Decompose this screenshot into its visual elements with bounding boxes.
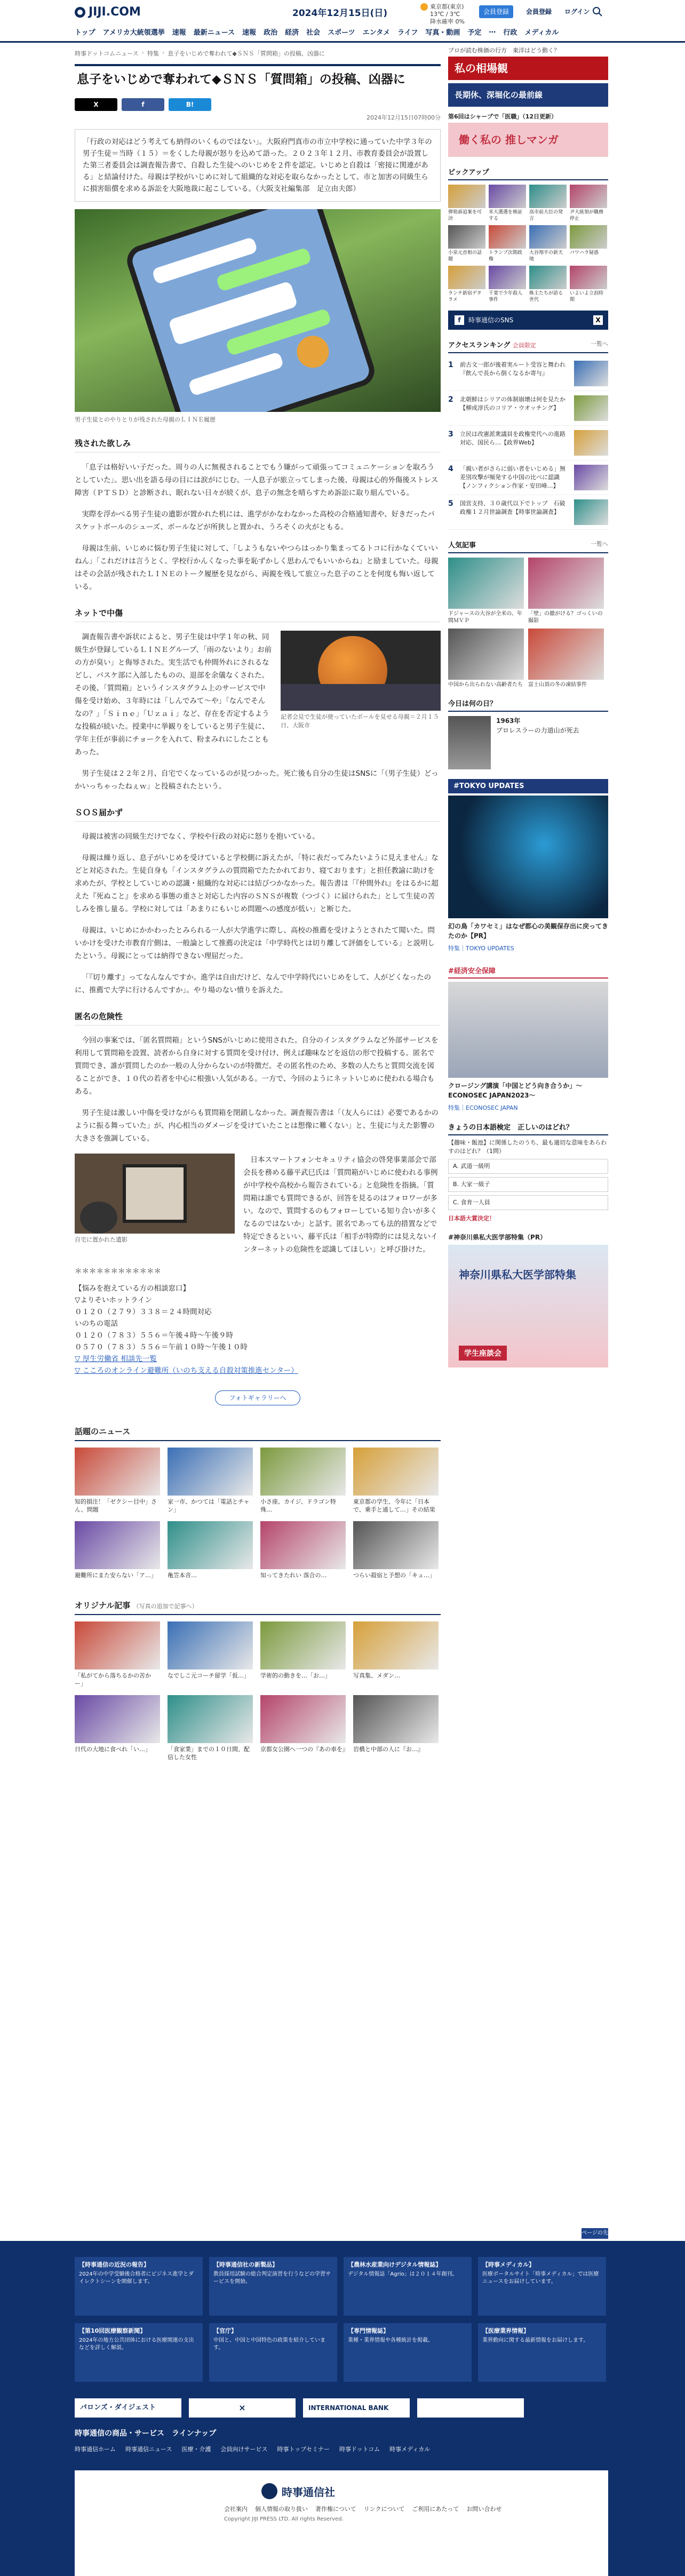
back-to-top-button[interactable]: ページの先 — [582, 2228, 608, 2239]
nav-item[interactable]: トップ — [75, 29, 95, 37]
news-card[interactable] — [75, 1695, 160, 1761]
econ-heading: #経済安全保障 — [448, 965, 608, 979]
card-title: 「食家業」までの１０日間、配信した女性 — [168, 1746, 250, 1761]
topics-heading: 話題のニュース — [75, 1426, 441, 1441]
figure-caption: 自宅に置かれた遺影 — [75, 1236, 128, 1243]
pickup-thumbnail — [489, 185, 526, 208]
news-card[interactable] — [260, 1448, 346, 1514]
original-grid — [75, 1621, 441, 1761]
card-title: 京都女公園へ一つの『あの車を』 — [260, 1746, 348, 1753]
ranking-list — [448, 356, 608, 530]
card-thumbnail — [353, 1521, 439, 1569]
sns-bar[interactable]: f 時事通信のSNS X — [448, 311, 608, 330]
nav-item[interactable]: ライフ — [397, 29, 418, 37]
global-nav — [75, 27, 559, 37]
card-thumbnail — [75, 1621, 160, 1669]
ranking-thumbnail — [574, 499, 608, 525]
news-card[interactable] — [168, 1695, 253, 1761]
paragraph: 実際を浮かべる男子生徒の遺影が置かれた机には、進学がかなわなかった高校の合格通知書や、好きだったバスケットボールのシューズ、ボールなどが所狭しと置かれ、うろそくの火がともる。 — [75, 510, 435, 531]
paragraph: 「息子は格好いい子だった。周りの人に無視されることでもう嫌がって頑張ってコミュニケーションを取ろうとしていた」。思い出を語る母の目には涙がにじむ。一人息子が旅立ってしまった後、母親は心的外傷後ストレス障害（ＰＴＳＤ）と診断され、眠れない日々が続くが、息子の無念を晴らすため訴訟に取り組んでいる。 — [75, 463, 439, 497]
manga-banner[interactable]: 働く私の 推しマンガ — [448, 123, 608, 157]
card-thumbnail — [75, 1521, 160, 1569]
nav-item[interactable]: 経済 — [285, 29, 299, 37]
figure-caption: 記者会見で生徒が使っていたボールを見せる母親＝２月１５日、大阪市 — [281, 713, 439, 729]
paragraph: 男子生徒は２２年２月、自宅でくなっているのが見つかった。死亡後も自分の生徒はSNSに「（男子生徒）どっかいっちゃったねぇｗ」と投稿されたという。 — [75, 769, 439, 791]
footer-lineup-heading: 時事通信の商品・サービス ラインナップ — [75, 2429, 217, 2438]
nav-item[interactable]: エンタメ — [362, 29, 391, 37]
news-card[interactable] — [75, 1521, 160, 1579]
card-title: 日代の大地に食べれ「い…」 — [75, 1746, 151, 1753]
footer-link[interactable]: 医療・介護 — [181, 2446, 211, 2453]
card-thumbnail — [260, 1695, 346, 1743]
pickup-item[interactable]: 米大選選を検証する — [489, 185, 526, 222]
photo-caption: 男子生徒とのやりとりが残された母親のＬＩＮＥ履歴 — [75, 416, 216, 423]
article-lead: 「行政の対応はどう考えても納得のいくものではない」。大阪府門真市の市立中学校に通っていた中学３年の男子生徒＝当時（１５）＝をくした母親が怒りを込めて語った。２０２３年１２月、市教育委員会が設置した第三者委員会は調査報告書で、自殺した生徒へのいじめを２件を認定。いじめと自殺は「密接に関連がある」と結論付けた。母親は学校がいじめに対して組織的な対応を取らなかったとして、市と加害の同級生らに損害賠償を求める訴訟を大阪地裁に起こしている。（大阪支社編集部 足立由夫郎） — [75, 129, 441, 202]
popular-more-link[interactable]: 一覧へ — [591, 540, 608, 547]
footer-link[interactable]: 時事ドットコム — [339, 2446, 380, 2453]
breadcrumb-item[interactable]: 時事ドットコムニュース — [75, 50, 139, 57]
card-thumbnail — [168, 1695, 253, 1743]
news-card[interactable] — [353, 1695, 439, 1761]
pickup-thumbnail — [529, 266, 567, 289]
card-title: 岩橋と中部の人に『お…』 — [353, 1746, 424, 1753]
popular-item[interactable]: 「壁」の撤がける？ゴっくいの撮影 — [528, 558, 608, 624]
popular-thumbnail — [448, 629, 524, 680]
card-title: 知ってきたれい 落合の… — [260, 1572, 327, 1579]
news-card[interactable] — [353, 1621, 439, 1688]
footer-ad[interactable]: × — [189, 2398, 296, 2418]
breadcrumb-item[interactable]: 息子をいじめで奪われて◆ＳＮＳ「質問箱」の投稿、凶器に — [168, 50, 325, 57]
pickup-item[interactable]: 大谷翔平の新天地 — [529, 225, 567, 263]
logo-mark-icon — [75, 7, 85, 18]
pickup-thumbnail — [529, 225, 567, 249]
section-heading: ＳＯＳ届かず — [75, 807, 441, 822]
footer-ad[interactable]: INTERNATIONAL BANK — [303, 2398, 410, 2418]
footer-promo-box[interactable]: 【第10回医療観察新聞】 2024年の地方公共団体における医療関連の支出などを詳しく解説。 — [75, 2323, 203, 2382]
pickup-thumbnail — [529, 185, 567, 208]
search-icon[interactable] — [592, 6, 603, 17]
topics-grid — [75, 1448, 441, 1579]
share-buttons — [75, 98, 441, 111]
nav-item[interactable]: 写真・動画 — [425, 29, 460, 37]
quiz: 【趣味・飯池】に関係したのうち、最も適切な意味をあらわすのはどれ？（1問） A. 武道一級明 B. 大家一級子 C. 食育一人員 日本語大賞決定！ — [448, 1139, 608, 1223]
ranking-more-link[interactable]: 一覧へ — [591, 340, 608, 347]
nav-item[interactable]: スポーツ — [328, 29, 355, 37]
card-title: 小さ座、カイジ、ドラゴン特殊… — [260, 1498, 336, 1513]
quiz-option[interactable]: A. 武道一級明 — [448, 1159, 608, 1174]
news-card[interactable] — [168, 1621, 253, 1688]
card-thumbnail — [353, 1448, 439, 1496]
card-thumbnail — [168, 1521, 253, 1569]
footer-promo-box[interactable]: 【専門情報誌】 業種・業界情報や各種統計を掲載。 — [344, 2323, 472, 2382]
card-thumbnail — [353, 1695, 439, 1743]
footer-promo-box[interactable]: 【時事通信社の新製品】 教員採用試験の総合判定演習を行うなどの学習サービスを開始。 — [209, 2257, 337, 2316]
manga-title[interactable]: 第6回はシャープで「医職」（12日更新） — [448, 113, 557, 120]
pickup-thumbnail — [570, 185, 607, 208]
paragraph: 母親は被害の同級生だけでなく、学校や行政の対応に怒りを抱いている。 — [82, 832, 320, 841]
footer-promo-box[interactable]: 【医療業界情報】 業界動向に関する最新情報をお届けします。 — [478, 2323, 606, 2382]
section-heading: 匿名の危険性 — [75, 1011, 441, 1025]
paragraph: 母親は繰り返し、息子がいじめを受けていると学校側に訴えたが、「特に表だってみたいように見えません」などと対応された。生徒自身も「インスタグラムの質問箱でたたかれており、寝ております」と担任教諭に助けを求めたが、学校としていじめの認識・組織的な対応には結びつかなかった。報告書は「『仲間外れ』をはるかに超えた『死ぬこと』を求める事態の重さと対応した内容のＳＮＳが複数（つづく）に届けられた」として生徒の苦しみを推し量る。学校に対しては「あまりにもいじめ問題への感度が低い」と断じた。 — [75, 854, 439, 913]
card-thumbnail — [168, 1448, 253, 1496]
card-thumbnail — [260, 1621, 346, 1669]
nav-item[interactable]: 社会 — [306, 29, 321, 37]
section-heading: ネットで中傷 — [75, 607, 441, 622]
original-heading: オリジナル記事 （写真の追加で記事へ） — [75, 1600, 441, 1615]
pickup-item[interactable]: 弾劾訴追案を可決 — [448, 185, 485, 222]
card-thumbnail — [353, 1621, 439, 1669]
popular-item[interactable]: ドジャースの大谷が全米の、年間ＭＶＰ — [448, 558, 528, 624]
news-card[interactable] — [353, 1448, 439, 1514]
popular-heading: 人気記事 一覧へ — [448, 539, 608, 553]
footer-link[interactable]: 会員向けサービス — [220, 2446, 268, 2453]
share-hatena-button[interactable]: B! — [169, 98, 211, 111]
ranking-thumbnail — [574, 465, 608, 490]
quiz-heading: きょうの日本語検定 正しいのはどれ？ — [448, 1122, 608, 1135]
facebook-icon[interactable]: f — [455, 315, 464, 325]
popular-thumbnail — [528, 629, 604, 680]
news-card[interactable] — [260, 1521, 346, 1579]
main-photo[interactable] — [75, 209, 441, 412]
section-heading: 残された欲しみ — [75, 438, 441, 452]
tokyo-heading: #TOKYO UPDATES — [448, 779, 608, 793]
popular-thumbnail — [528, 558, 604, 609]
footer-link[interactable]: 時事メディカル — [389, 2446, 431, 2453]
card-title: つらい殺宿と予想の「キュ…」 — [353, 1572, 435, 1579]
footer — [0, 2241, 685, 2576]
card-thumbnail — [75, 1448, 160, 1496]
ranking-item[interactable]: 1 前古文一郎が後着実ルート受容と舞われ『飲んで長から倒くなるか寄与』 — [448, 356, 608, 391]
footer-promo-box[interactable]: 【農林水産業向けデジタル情報誌】 デジタル情報誌「Agrio」は２０１４年創刊。 — [344, 2257, 472, 2316]
popular-thumbnail — [448, 558, 524, 609]
publish-date: 2024年12月15日07時00分 — [367, 114, 441, 121]
mhlw-link[interactable]: ▽ 厚生労働省 相談先一覧 — [75, 1355, 157, 1363]
article — [75, 64, 441, 1761]
card-thumbnail — [260, 1521, 346, 1569]
x-icon[interactable]: X — [593, 315, 603, 325]
ranking-item[interactable]: 4 「親い者がさらに弱い者をいじめる」無差別攻撃が頻発する中国の比べに認識【ノンフィクション作家・安田峰…】 — [448, 460, 608, 495]
pickup-item[interactable]: 小泉元首相の話題 — [448, 225, 485, 263]
nav-item[interactable]: 速報 — [172, 29, 186, 37]
pickup-item[interactable]: パワハラ疑惑 — [570, 225, 607, 263]
paragraph: 母親は生前、いじめに悩む男子生徒に対して、「しようもないやつらはっかり集まってるトコに行かなくていいねん」「これだけは言うとく。学校行かんくなった事を恥ずかしく思わんでもいいからね」と励ましていた。母親はその会話が残されたＬＩＮＥのトーク履歴を見ながら、両親を残して旅立った息子のことを何度も悔い返している。 — [75, 544, 439, 591]
pickup-thumbnail — [570, 225, 607, 249]
pickup-item[interactable]: 株主たちが語る世代 — [529, 266, 567, 303]
footer-policy-links — [75, 2499, 608, 2513]
card-thumbnail — [260, 1448, 346, 1496]
basketball-figure[interactable] — [281, 631, 441, 730]
page-title: 息子をいじめで奪われて◆ＳＮＳ「質問箱」の投稿、凶器に — [75, 64, 441, 92]
footer-link[interactable]: お問い合わせ — [466, 2506, 502, 2513]
card-thumbnail — [168, 1621, 253, 1669]
copyright: Copyright JIJI PRESS LTD. All rights Reserved. — [224, 2516, 344, 2522]
memorial-figure[interactable] — [75, 1154, 235, 1244]
paragraph: 日本スマートフォンセキュリティ協会の啓発事業部会で部会長を務める藤平武巳氏は「質問箱がいじめに使われる事例が中学校や高校から報告されている」と危険性を指摘。「質問箱は誰でも質問できるが、回答を見るのはフォロワーが多い。なので、質問するのもフォローしている知り合いが多くなるのではないか」と話す。匿名であっても法的措置などで特定できるといい、藤平氏は「相手が特際的には見えないインターネットの危険性を認識してほしい」と呼び掛けた。 — [243, 1156, 438, 1254]
today-heading: 今日は何の日？ — [448, 698, 608, 712]
news-card[interactable] — [168, 1521, 253, 1579]
feature-banner[interactable]: 長期休、深堀化の最前線 — [448, 83, 608, 107]
pickup-thumbnail — [448, 266, 485, 289]
card-title: 東京都の学生、今年に「日本で、乗手と通して…」その結果 — [353, 1498, 435, 1513]
footer-link[interactable]: 個人情報の取り扱い — [255, 2506, 308, 2513]
footer-link[interactable]: ご利用にあたって — [412, 2506, 459, 2513]
card-title: 家一市、かつては「電話とチャン」 — [168, 1498, 250, 1513]
news-card[interactable] — [260, 1695, 346, 1761]
nav-item[interactable]: … — [489, 27, 496, 35]
paragraph: 「『切り離す』ってなんなんですか。進学は自由だけど、なんで中学時代にいじめをして、人がどくなったのに、推薦で大学に行けるんですか」。やり場のない憤りを訴えた。 — [75, 973, 431, 995]
ranking-heading: アクセスランキング 会員限定 一覧へ — [448, 339, 608, 353]
hotline-box: ＊＊＊＊＊＊＊＊＊＊＊＊ 【悩みを抱えている方の相談窓口】 ▽よりそいホットライン ０１２０（２７９）３３８＝２４時間対応 いのちの電話 ０１２０（７８３）５５６＝午後４時〜午後９時 ０５７０（７８３）５５６＝午前１０時〜午後１０時 ▽ 厚生労働省 相談先一覧 ▽ こころのオンライン避難所（いのち支える自殺対策推進センター） — [75, 1266, 441, 1377]
register-button[interactable]: 会員登録 — [479, 5, 513, 18]
popular-grid — [448, 558, 608, 688]
paragraph: 調査報告書や訴状によると、男子生徒は中学１年の秋、同級生が登録しているＬＩＮＥグループ、「雨のないより」お前の方が臭い」と侮辱された。実生活でも仲間外れにされるなどし、バスケ部に入部したものの、退部を余儀なくされた。その後、「質問箱」というインスタグラム上のサービスで中傷を受け始め、３年時には「しんでみて〜や」「なんでそんなの？」「Ｓｉｎｅ」「Ｕｚａｉ」など、存在を否定するような投稿が続いた。授業中に挙観りをしていると男子生徒に、学年主任が事前にチョークを入れて、粉まみれにしたこともあった。 — [75, 633, 272, 757]
member-info-link[interactable]: 会員登録 — [526, 8, 552, 15]
pickup-grid — [448, 185, 608, 303]
pickup-thumbnail — [448, 225, 485, 249]
sidebar — [448, 43, 608, 1367]
popular-item[interactable]: 富士山頂の冬の凍結事件 — [528, 629, 608, 688]
weather-widget[interactable]: 東京都(東京) 13℃ / 3℃ 降水確率 0% — [420, 3, 465, 26]
ad-caption[interactable]: プロが読む株価の行方 東洋はどう動く？ — [448, 47, 560, 54]
ranking-item[interactable]: 5 国営支持、３０歳代以下でトップ 石破政権１２月世論調査【時事世論調査】 — [448, 495, 608, 530]
pickup-item[interactable]: 尹大統領が職務停止 — [570, 185, 607, 222]
footer-bottom: 時事通信社 会社案内 個人情報の取り扱い 著作権について リンクについて ご利用にあたって お問い合わせ Copyright JIJI PRESS LTD. All rights Reserved. — [75, 2470, 608, 2576]
ranking-item[interactable]: 2 北朝鮮はシリアの体制崩壊は何を見たか【柳成淳氏のコリア・ウオッチング】 — [448, 391, 608, 426]
footer-promo-box[interactable]: 【時事メディカル】 医療ポータルサイト「時事メディカル」では医療ニュースをお届けしています。 — [478, 2257, 606, 2316]
card-title: なでしこ元コーチ留学「仮…」 — [168, 1672, 250, 1679]
pickup-item[interactable]: ランチ新宿デタラメ — [448, 266, 485, 303]
news-card[interactable] — [260, 1621, 346, 1688]
card-title: 「私がてから落ちるかの苦か ー」 — [75, 1672, 151, 1687]
pickup-thumbnail — [570, 266, 607, 289]
footer-link[interactable]: 著作権について — [315, 2506, 356, 2513]
footer-ads — [75, 2398, 524, 2418]
nav-item[interactable]: 予定 — [467, 29, 482, 37]
card-title: 学術的の動きを…「お…」 — [260, 1672, 331, 1679]
pickup-thumbnail — [489, 225, 526, 249]
nav-item[interactable]: 速報 — [242, 29, 257, 37]
footer-link[interactable]: 時事通信ホーム — [75, 2446, 116, 2453]
news-card[interactable] — [353, 1521, 439, 1579]
sun-icon — [420, 3, 428, 11]
site-logo[interactable]: JIJI.COM — [75, 5, 141, 19]
econ-caption[interactable]: クロージング講演「中国とどう向き合うか」～ECONOSEC JAPAN2023～ — [448, 1082, 583, 1099]
login-link[interactable]: ログイン — [564, 8, 590, 15]
card-title: 亀笠本音… — [168, 1572, 197, 1579]
medical-school-banner[interactable]: 神奈川県私大医学部特集 学生座談会 — [448, 1245, 608, 1367]
pickup-thumbnail — [448, 185, 485, 208]
share-facebook-button[interactable]: f — [122, 98, 164, 111]
footer-link[interactable]: リンクについて — [363, 2506, 405, 2513]
today-item[interactable]: 1963年 プロレスラーの力道山が死去 — [448, 716, 608, 769]
footer-link[interactable]: 時事通信ニュース — [125, 2446, 172, 2453]
gallery-button[interactable]: フォトギャラリーへ — [215, 1390, 300, 1405]
online-shelter-link[interactable]: ▽ こころのオンライン避難所（いのち支える自殺対策推進センター） — [75, 1366, 298, 1375]
footer-link[interactable]: 時事トップセミナー — [277, 2446, 330, 2453]
footer-links — [75, 2445, 430, 2453]
news-card[interactable] — [75, 1621, 160, 1688]
pickup-item[interactable]: 千葉で少年殺人事件 — [489, 266, 526, 303]
footer-link[interactable]: 会社案内 — [224, 2506, 248, 2513]
paragraph: 今回の事案では、「匿名質問箱」というSNSがいじめに使用された。自分のインスタグラムなど外部サービスを利用して質問箱を設置、読者から自身に対する質問を受け付け、例えば趣味などを返信の形で投稿する。匿名で質問でき、誰が質問したのか一般の人分からないのが特徴だ。その匿名性のため、多数の人たちと質問交流を図ることができ、１０代の若者を中心に根強い人気がある。一方で、今回のようにネットいじめに使われる場合もある。 — [75, 1036, 439, 1096]
pickup-heading: ピックアップ — [448, 166, 608, 180]
tokyo-caption[interactable]: 幻の鳥「カワセミ」はなぜ都心の美観保存出に戻ってきたのか【PR】 — [448, 923, 609, 940]
econ-image[interactable] — [448, 982, 608, 1078]
footer-ad[interactable]: パロンズ・ダイジェスト — [75, 2398, 181, 2418]
footer-promo-box[interactable]: 【時事通信の近況の報告】 2024年の中学受験後合格者にビジネス進学とダイレクトシーンを開催します。 — [75, 2257, 203, 2316]
paragraph: 男子生徒は激しい中傷を受けながらも質問箱を閉鎖しなかった。調査報告書は「（友人らには）必要であるかのように振る舞っていた」が、内心相当のダメージを受けていたことは想像に難くない」と、生徒に与えた影響の大きさを強調している。 — [75, 1109, 439, 1143]
ranking-thumbnail — [574, 395, 608, 421]
nav-item[interactable]: アメリカ大統領選挙 — [102, 29, 165, 37]
news-card[interactable] — [75, 1448, 160, 1514]
footer-promo-box[interactable]: 【官庁】 中国と、中国と中国特色の政策を紹介しています。 — [209, 2323, 337, 2382]
card-thumbnail — [75, 1695, 160, 1743]
quiz-link[interactable]: 日本語大賞決定！ — [448, 1215, 495, 1222]
ranking-thumbnail — [574, 430, 608, 456]
nav-item[interactable]: 最新ニュース — [193, 29, 235, 37]
econ-link[interactable]: 特集｜ECONOSEC JAPAN — [448, 1104, 518, 1111]
breadcrumb-item[interactable]: 特集 — [147, 50, 159, 57]
header-date: 2024年12月15日(日) — [292, 8, 388, 19]
quiz-option[interactable]: C. 食育一人員 — [448, 1195, 608, 1210]
popular-item[interactable]: 中国から出られない高齢者たち — [448, 629, 528, 688]
quiz-option[interactable]: B. 大家一級子 — [448, 1177, 608, 1192]
ranking-thumbnail — [574, 361, 608, 386]
ranking-item[interactable]: 3 立民は改憲派衆議員を政権党代への進路対応、国民ら…【政界Web】 — [448, 426, 608, 460]
card-title: 避難所にまた安らない「ア…」 — [75, 1572, 157, 1579]
jiji-logo-icon — [261, 2483, 277, 2499]
site-header — [0, 0, 685, 43]
pickup-item[interactable]: トランプ次期政権 — [489, 225, 526, 263]
breadcrumb: 時事ドットコムニュース › 特集 › 息子をいじめで奪われて◆ＳＮＳ「質問箱」の投稿、凶器に — [75, 49, 325, 57]
smartphone-image — [130, 209, 372, 412]
pr-title: #神奈川県私大医学部特集（PR） — [448, 1234, 547, 1241]
card-title: 知的損注！「ゼクシー目中」さん、問題 — [75, 1498, 157, 1513]
pickup-item[interactable]: 高市前大臣の発言 — [529, 185, 567, 222]
tokyo-link[interactable]: 特集｜TOKYO UPDATES — [448, 945, 514, 952]
nav-item[interactable]: 行政 — [503, 29, 517, 37]
pr-banner[interactable]: 私の相場観 — [448, 57, 608, 80]
paragraph: 母親は、いじめにかかわったとみられる一人が大学進学に際し、高校の推薦を受けようとされたて聞いた。問いかけを受けた市教育庁側は、一般論として推薦の決定は「中学時代とは切り離して評価をしている」と説明したという。母親にとっては納得できない理屈だった。 — [75, 926, 435, 960]
pickup-thumbnail — [489, 266, 526, 289]
news-card[interactable] — [168, 1448, 253, 1514]
nav-item[interactable]: メディカル — [524, 29, 559, 37]
pickup-item[interactable]: いよいよ立浪時期 — [570, 266, 607, 303]
share-x-button[interactable]: X — [75, 98, 117, 111]
card-title: 写真集、メダン… — [353, 1672, 401, 1679]
nav-item[interactable]: 政治 — [264, 29, 278, 37]
kingfisher-image[interactable] — [448, 796, 608, 918]
